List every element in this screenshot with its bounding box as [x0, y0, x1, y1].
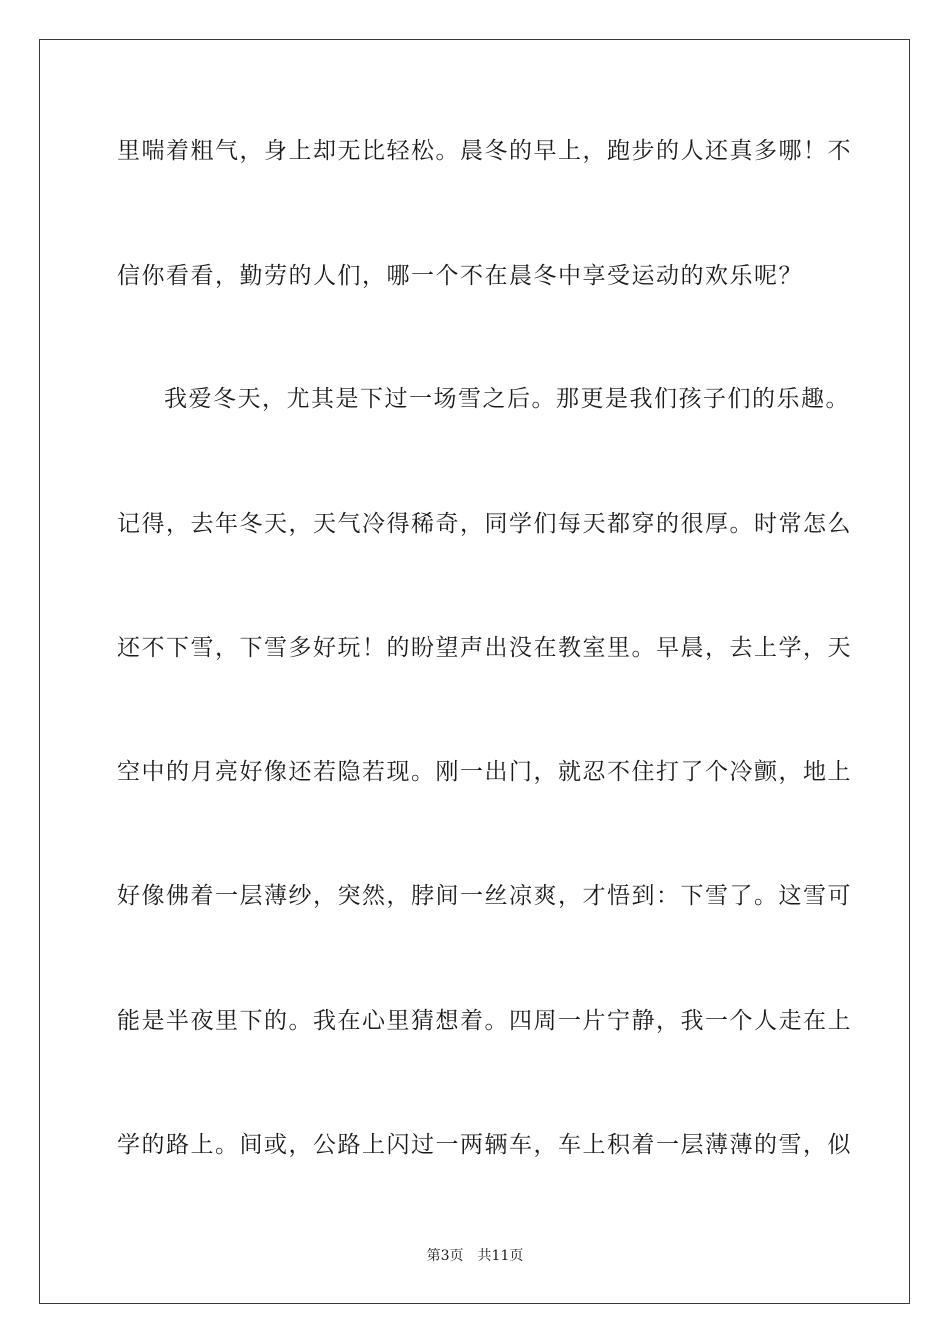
text-line-1: 里喘着粗气，身上却无比轻松。晨冬的早上，跑步的人还真多哪！不 — [117, 138, 852, 164]
text-line-7: 好像佛着一层薄纱，突然，脖间一丝凉爽，才悟到：下雪了。这雪可 — [117, 883, 852, 909]
page-footer — [0, 1247, 950, 1265]
text-line-2: 信你看看，勤劳的人们，哪一个不在晨冬中享受运动的欢乐呢？ — [117, 263, 803, 289]
text-line-8: 能是半夜里下的。我在心里猜想着。四周一片宁静，我一个人走在上 — [117, 1008, 852, 1034]
text-line-5: 还不下雪，下雪多好玩！的盼望声出没在教室里。早晨，去上学，天 — [117, 635, 852, 661]
page-frame — [39, 39, 910, 1304]
page-total: 共11页 — [477, 1248, 524, 1264]
text-line-4: 记得，去年冬天，天气冷得稀奇，同学们每天都穿的很厚。时常怎么 — [117, 511, 852, 537]
page-number: 第3页 — [426, 1248, 464, 1264]
text-line-6: 空中的月亮好像还若隐若现。刚一出门，就忍不住打了个冷颤，地上 — [117, 759, 852, 785]
text-line-3: 我爱冬天，尤其是下过一场雪之后。那更是我们孩子们的乐趣。 — [164, 386, 850, 412]
text-line-9: 学的路上。间或，公路上闪过一两辆车，车上积着一层薄薄的雪，似 — [117, 1132, 852, 1158]
